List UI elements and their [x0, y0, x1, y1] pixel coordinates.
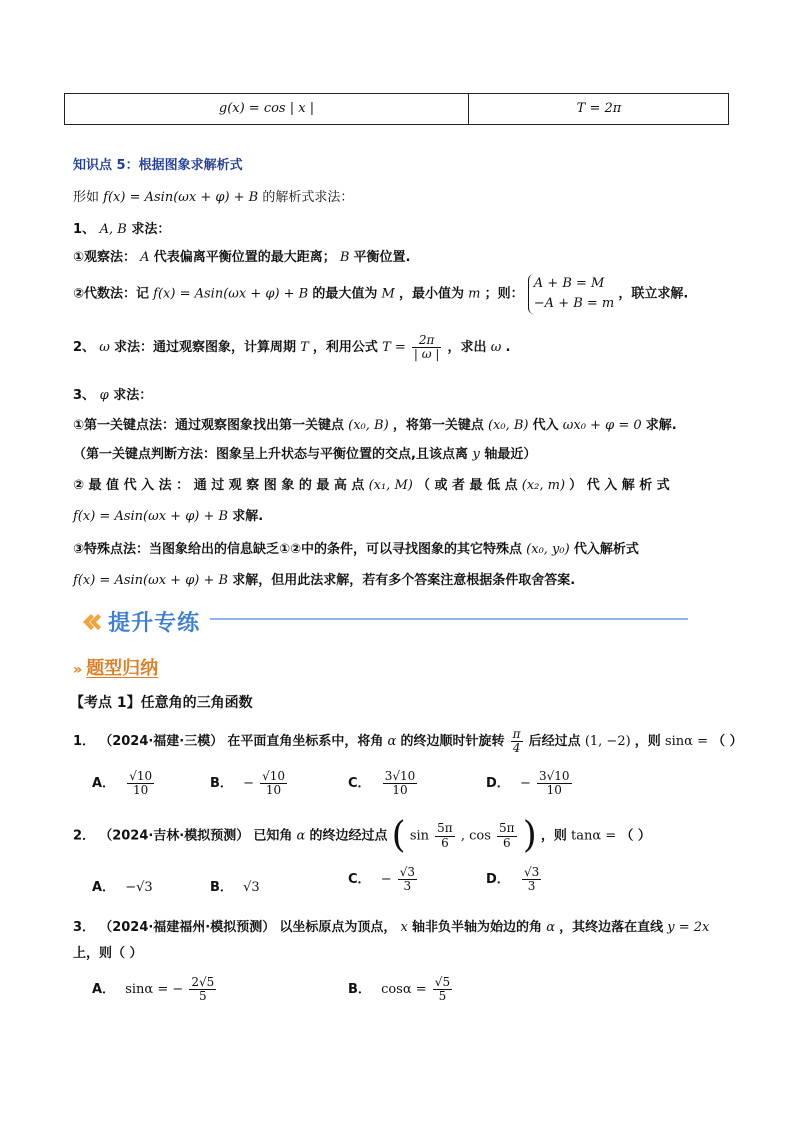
q2-sin-den: 6 [441, 835, 449, 850]
q3-alpha: α [546, 920, 555, 935]
table-cell-period: T = 2π [576, 101, 622, 116]
q2-sin-num: 5π [437, 821, 453, 836]
m3-end: 求解，但用此法求解，若有多个答案注意根据条件取舍答案. [232, 573, 576, 588]
s3-suffix: 求法： [113, 388, 153, 403]
period-fraction [412, 334, 442, 361]
s1-algebraic [73, 274, 688, 314]
option-label: D． [486, 872, 510, 888]
m1-point: (x₀, B) [348, 418, 389, 433]
question-3 [73, 916, 709, 935]
option-num: √3 [399, 865, 416, 879]
q1-option-c[interactable] [348, 770, 419, 797]
table-cell-function: g(x) = cos | x | [218, 101, 315, 116]
option-den: 3 [527, 879, 536, 894]
alg-m: m [468, 286, 481, 302]
option-sign: − [519, 776, 531, 792]
option-den: 10 [133, 783, 149, 798]
right-paren: ) [522, 815, 537, 856]
m1-equation: ωx₀ + φ = 0 [562, 418, 642, 433]
left-paren: ( [391, 815, 406, 856]
option-fraction [433, 976, 452, 1003]
q3-option-b[interactable] [348, 976, 454, 1003]
alg-prefix: ②代数法：记 [73, 286, 150, 302]
s2-omega2: ω [490, 340, 502, 356]
banner-title: 提升专练 [108, 611, 201, 636]
option-label: B． [210, 776, 233, 792]
q3-line: y = 2x [667, 920, 710, 935]
s3-method3-cont [73, 569, 575, 588]
q2-cos: cos [469, 828, 491, 844]
period-denominator: | ω | [413, 347, 440, 362]
double-chevron-icon [80, 610, 104, 634]
option-label: A． [92, 880, 116, 895]
s2-omega: ω [99, 340, 110, 356]
option-den: 10 [265, 783, 282, 798]
s2-end: . [505, 340, 511, 356]
option-num: √5 [434, 975, 451, 989]
q3-x: x [400, 920, 408, 935]
double-chevron-right-icon: » [73, 662, 83, 678]
m2-point2: (x₂, m) [521, 478, 566, 493]
q2-number: 2． [73, 828, 96, 844]
option-sign: − [243, 776, 254, 792]
option-lhs: cosα = [381, 982, 427, 998]
q1-rot-den: 4 [512, 741, 521, 756]
m1-mid: ，将第一关键点 [392, 418, 484, 433]
s2-number: 2、 [73, 340, 96, 356]
option-den: 5 [438, 989, 447, 1004]
q2-sin: sin [409, 828, 430, 844]
q3-text-a: 以坐标原点为顶点， [279, 920, 397, 935]
q2-source: （2024·吉林·模拟预测） [99, 828, 250, 844]
s1-number: 1、 [73, 222, 96, 237]
s3-method2-cont [73, 505, 263, 524]
s2-T: T [300, 340, 309, 356]
q1-text-b: 的终边顺时针旋转 [400, 734, 505, 750]
option-den: 10 [392, 783, 408, 798]
alg-mid2: ，最小值为 [399, 286, 465, 302]
s1-suffix: 求法： [131, 222, 171, 237]
q1-rot-num: π [512, 727, 521, 741]
system-eq-1: A + B = M [533, 276, 605, 291]
s2-lhs: T = [382, 340, 406, 356]
s2-suffix: ，求出 [447, 340, 487, 356]
alg-M: M [381, 286, 395, 302]
option-fraction [127, 770, 154, 797]
q2-alpha: α [296, 828, 306, 844]
q3-number: 3． [73, 920, 96, 935]
q1-blank: （ ） [712, 734, 743, 750]
s2-mid2: ，利用公式 [312, 340, 378, 356]
m2-end: 求解. [232, 509, 264, 524]
question-1 [73, 728, 743, 755]
period-table-row [64, 93, 729, 125]
q1-text-a: 在平面直角坐标系中，将角 [227, 734, 384, 750]
section-title-text: 题型归纳 [86, 658, 159, 679]
kaodian-heading: 【考点 1】任意角的三角函数 [70, 695, 253, 711]
option-label: B． [210, 880, 233, 895]
option-num: 2√5 [191, 975, 215, 989]
s3-method2 [73, 474, 670, 493]
s1-vars: A, B [99, 222, 127, 237]
option-fraction [189, 976, 216, 1003]
m3-b: 代入解析式 [573, 542, 639, 557]
question-2 [73, 815, 651, 856]
option-sign: − [380, 872, 392, 888]
q2-ask: tanα = [571, 828, 617, 844]
q3-option-a[interactable] [92, 976, 218, 1003]
option-fraction [260, 770, 287, 797]
q2-cos-den: 6 [502, 835, 511, 850]
q2-option-d[interactable] [486, 866, 543, 893]
option-fraction [537, 770, 572, 797]
option-label: C． [348, 872, 371, 888]
option-label: D． [486, 776, 510, 792]
s1-title [73, 218, 170, 237]
obs-prefix: ①观察法： [73, 250, 137, 265]
m2-point1: (x₁, M) [368, 478, 413, 493]
option-label: A． [92, 776, 116, 792]
m3-point: (x₀, y₀) [526, 542, 570, 557]
q3-source: （2024·福建福州·模拟预测） [99, 920, 276, 935]
intro-formula: f(x) = Asin(ωx + φ) + B [103, 190, 259, 205]
q3-text-c: ，其终边落在直线 [559, 920, 664, 935]
m2-c: ） 代 入 解 析 式 [569, 478, 670, 493]
option-num: √10 [262, 769, 286, 783]
s3-method1 [73, 414, 677, 433]
option-text: √3 [243, 880, 260, 895]
period-numerator: 2π [412, 334, 442, 348]
s2-mid: 求法：通过观察图象，计算周期 [113, 340, 296, 356]
s3-number: 3、 [73, 388, 96, 403]
m1-suffix: 求解. [645, 418, 677, 433]
q1-option-d[interactable] [486, 770, 574, 797]
q1-option-b[interactable] [210, 770, 289, 797]
q2-blank: （ ） [620, 828, 651, 844]
s1-observation [73, 246, 411, 265]
m3-formula: f(x) = Asin(ωx + φ) + B [73, 573, 229, 588]
m1-point2: (x₀, B) [487, 418, 529, 433]
q1-text-d: ，则 [634, 734, 661, 750]
q3-text-d: 上，则（ ） [73, 946, 143, 961]
intro-suffix: 的解析式求法： [262, 190, 354, 205]
q2-text-c: ，则 [540, 828, 567, 844]
option-fraction [522, 866, 541, 893]
option-den: 5 [199, 989, 207, 1004]
q1-text-c: 后经过点 [528, 734, 581, 750]
q1-alpha: α [387, 734, 397, 750]
banner-rule [210, 618, 688, 620]
q2-cos-num: 5π [499, 821, 515, 836]
q1-source: （2024·福建·三模） [99, 734, 224, 750]
obs-mid: 代表偏离平衡位置的最大距离； [153, 250, 336, 265]
note-text: （第一关键点判断方法：图象呈上升状态与平衡位置的交点,且该点离 [73, 447, 468, 462]
option-text: −√3 [125, 880, 153, 895]
q2-option-a[interactable] [92, 876, 153, 895]
m2-a: ② 最 值 代 入 法 ： 通 过 观 察 图 象 的 最 高 点 [73, 478, 365, 493]
alg-suffix: ，联立求解. [618, 286, 689, 302]
m3-a: ③特殊点法：当图象给出的信息缺乏①②中的条件，可以寻找图象的其它特殊点 [73, 542, 523, 557]
m1-mid2: 代入 [532, 418, 559, 433]
m1-prefix: ①第一关键点法：通过观察图象找出第一关键点 [73, 418, 345, 433]
equation-system [528, 274, 614, 314]
q3-text-b: 轴非负半轴为始边的角 [412, 920, 543, 935]
s2-line [73, 334, 510, 361]
knowledge5-intro [73, 186, 353, 205]
option-num: 3√10 [384, 769, 416, 783]
note-y: y [472, 447, 480, 462]
q2-text-a: 已知角 [253, 828, 293, 844]
s3-method3 [73, 538, 639, 557]
q1-rotation-fraction [511, 728, 523, 755]
q2-sin-fraction [435, 822, 455, 849]
option-num: √10 [129, 769, 153, 783]
option-label: B． [348, 982, 371, 998]
q2-text-b: 的终边经过点 [309, 828, 388, 844]
banner [80, 606, 200, 637]
intro-prefix: 形如 [73, 190, 100, 205]
option-num: √3 [523, 865, 540, 879]
m2-formula: f(x) = Asin(ωx + φ) + B [73, 509, 229, 524]
q1-point: (1, −2) [584, 734, 631, 750]
option-lhs: sinα = − [125, 982, 184, 998]
option-label: A． [92, 982, 116, 998]
q2-option-b[interactable] [210, 876, 260, 895]
q1-ask: sinα = [664, 734, 708, 750]
option-fraction [383, 770, 418, 797]
option-fraction [398, 866, 417, 893]
s3-phi: φ [99, 388, 109, 403]
option-label: C． [348, 776, 371, 792]
s3-note [73, 443, 536, 462]
q2-option-c[interactable] [348, 866, 419, 893]
alg-mid3: ；则： [484, 286, 524, 302]
option-den: 10 [546, 783, 562, 798]
m2-b: （ 或 者 最 低 点 [416, 478, 518, 493]
q1-number: 1． [73, 734, 96, 750]
q2-comma: , [460, 828, 465, 844]
q2-cos-fraction [497, 822, 517, 849]
option-den: 3 [403, 879, 412, 894]
section-title [73, 654, 158, 680]
alg-formula: f(x) = Asin(ωx + φ) + B [153, 286, 309, 302]
obs-B: B [339, 250, 350, 265]
q1-option-a[interactable] [92, 770, 156, 797]
s3-title [73, 384, 152, 403]
option-num: 3√10 [538, 769, 570, 783]
note-end: 轴最近） [484, 447, 537, 462]
alg-mid1: 的最大值为 [312, 286, 378, 302]
system-eq-2: −A + B = m [533, 296, 615, 311]
knowledge5-heading: 知识点 5：根据图象求解析式 [73, 158, 243, 173]
obs-suffix: 平衡位置. [353, 250, 411, 265]
obs-A: A [140, 250, 150, 265]
